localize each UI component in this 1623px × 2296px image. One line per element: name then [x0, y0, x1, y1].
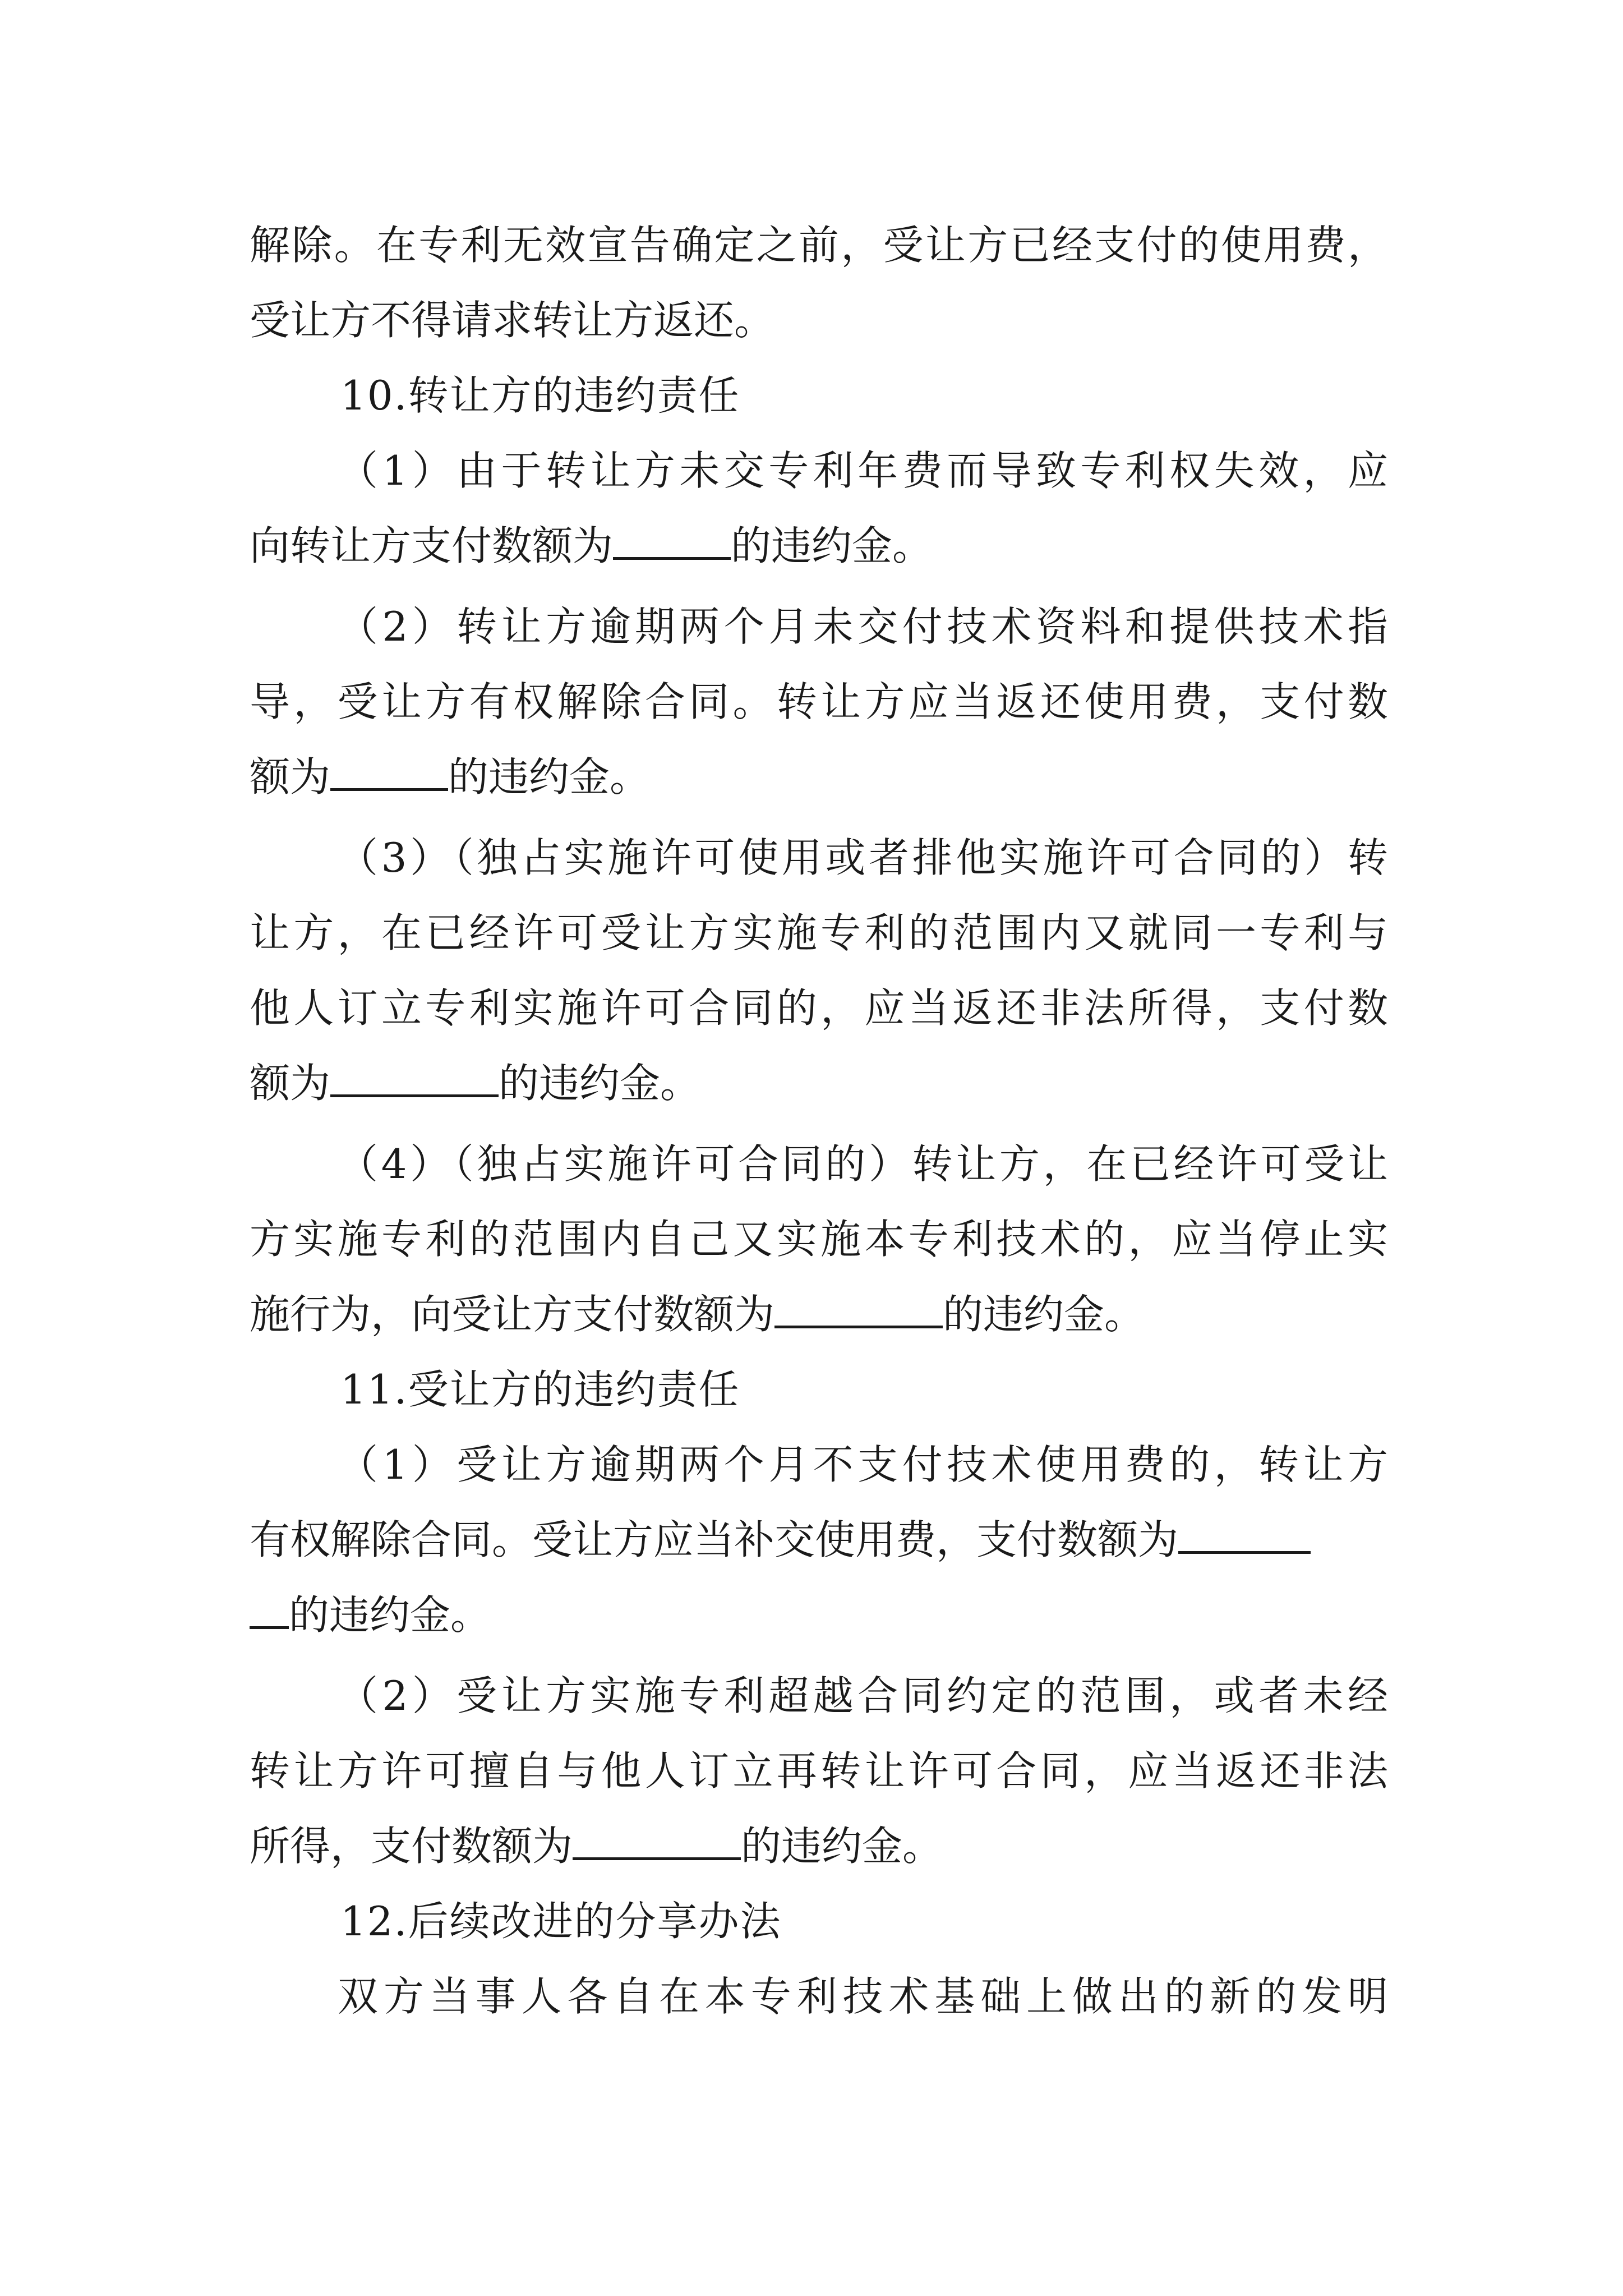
paragraph-line: 受让方不得请求转让方返还。	[250, 297, 775, 344]
clause-line: （1）由于转让方未交专利年费而导致专利权失效，应	[338, 447, 1388, 494]
clause-text: 施行为，向受让方支付数额为	[250, 1291, 775, 1338]
fill-in-blank	[250, 1589, 289, 1629]
clause-line: （2）转让方逾期两个月未交付技术资料和提供技术指	[338, 603, 1388, 650]
clause-text: 的违约金。	[289, 1591, 491, 1639]
clause-line	[250, 508, 1388, 583]
clause-line	[250, 739, 1388, 815]
clause-line	[250, 1277, 1388, 1352]
fill-in-blank	[1178, 1514, 1311, 1554]
clause-text: 的违约金。	[731, 522, 933, 569]
clause-text: 有权解除合同。受让方应当补交使用费，支付数额为	[250, 1516, 1179, 1563]
clause-text: 所得，支付数额为	[250, 1823, 573, 1870]
clause-line	[250, 1577, 1388, 1653]
clause-text: 额为	[250, 1060, 331, 1107]
clause-line	[250, 1046, 1388, 1121]
clause-text: 的违约金。	[499, 1060, 701, 1107]
fill-in-blank	[330, 751, 448, 791]
clause-text: 的违约金。	[741, 1823, 943, 1870]
clause-line: 让方，在已经许可受让方实施专利的范围内又就同一专利与	[250, 909, 1388, 956]
fill-in-blank	[774, 1289, 943, 1328]
clause-line: 转让方许可擅自与他人订立再转让许可合同，应当返还非法	[250, 1747, 1388, 1795]
clause-line	[250, 1809, 1388, 1884]
clause-line: （3）（独占实施许可使用或者排他实施许可合同的）转	[338, 834, 1388, 881]
clause-line: 他人订立专利实施许可合同的，应当返还非法所得，支付数	[250, 984, 1388, 1032]
clause-line: （1）受让方逾期两个月不支付技术使用费的，转让方	[338, 1441, 1388, 1488]
fill-in-blank	[573, 1820, 741, 1860]
clause-text: 的违约金。	[448, 753, 651, 800]
clause-line: 导，受让方有权解除合同。转让方应当返还使用费，支付数	[250, 678, 1388, 725]
clause-line: （2）受让方实施专利超越合同约定的范围，或者未经	[338, 1672, 1388, 1719]
clause-text: 的违约金。	[943, 1291, 1145, 1338]
clause-text: 额为	[250, 753, 331, 800]
paragraph-line: 解除。在专利无效宣告确定之前，受让方已经支付的使用费，	[250, 222, 1388, 269]
clause-line	[250, 1502, 1388, 1577]
fill-in-blank	[330, 1057, 499, 1097]
paragraph-line: 双方当事人各自在本专利技术基础上做出的新的发明	[338, 1973, 1388, 2020]
fill-in-blank	[613, 520, 731, 560]
section-heading-10: 10.转让方的违约责任	[340, 372, 740, 419]
clause-line: 方实施专利的范围内自己又实施本专利技术的，应当停止实	[250, 1216, 1388, 1263]
document-page	[250, 208, 1388, 2034]
clause-text: 向转让方支付数额为	[250, 522, 614, 569]
clause-line: （4）（独占实施许可合同的）转让方，在已经许可受让	[338, 1140, 1388, 1188]
section-heading-11: 11.受让方的违约责任	[340, 1366, 740, 1413]
section-heading-12: 12.后续改进的分享办法	[340, 1898, 782, 1945]
